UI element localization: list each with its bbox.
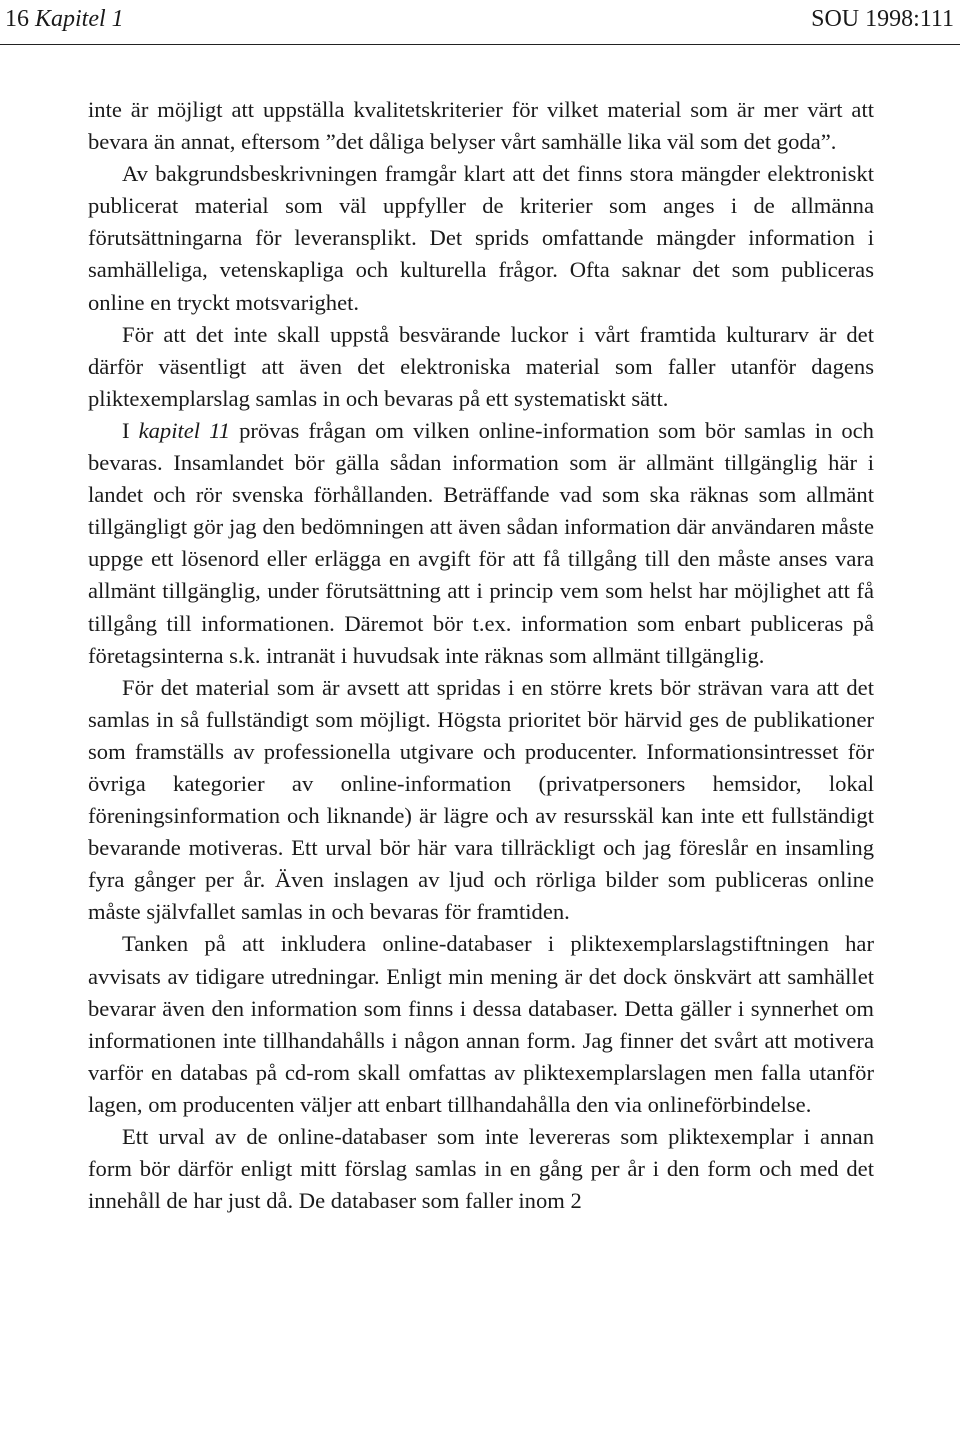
header-left (5, 4, 124, 34)
chapter-title: Kapitel 1 (35, 6, 124, 32)
paragraph-1: inte är möjligt att uppställa kvalitetskriterier för vilket material som är mer värt att bevara än annat, eftersom ”det dåliga belyser vårt samhälle lika väl som det goda”. (88, 97, 874, 155)
paragraph-6: Tanken på att inkludera online-databaser i pliktexemplarslagstiftningen har avvisats av tidigare utredningar. Enligt min mening är det dock önskvärt att samhället bevarar även den information som finns i dessa databaser. Detta gäller i synnerhet om informationen inte tillhandahålls i någon annan form. Jag finner det svårt att motivera varför en databas på cd-rom skall omfattas av pliktexemplarslagen men falla utanför lagen, om producenten väljer att enbart tillhandahålla den via onlineförbindelse. (88, 931, 874, 1117)
chapter-reference: kapitel 11 (138, 417, 231, 443)
paragraph-7: Ett urval av de online-databaser som inte levereras som pliktexemplar i annan form bör därför enligt mitt förslag samlas in en gång per år i den form och med det innehåll de har just då. De databaser som faller inom 2 (88, 1124, 874, 1214)
paragraph-3: För att det inte skall uppstå besvärande luckor i vårt framtida kulturarv är det därför väsentligt att även det elektroniska material som faller utanför dagens pliktexemplarslag samlas in och bevaras på ett systematiskt sätt. (88, 321, 874, 411)
paragraph-4-prefix: I (122, 417, 139, 443)
paragraph-4 (88, 415, 874, 672)
page-number: 16 (5, 6, 29, 32)
body-text (88, 94, 874, 1217)
document-id: SOU 1998:111 (811, 6, 954, 32)
paragraph-4-rest: prövas frågan om vilken online-information som bör samlas in och bevaras. Insamlandet bör gälla sådan information som är allmänt tillgänglig här i landet och rör svenska förhållanden. Beträffande vad som ska räknas som allmänt tillgängligt gör jag den bedömningen att även sådan information där användaren måste uppge ett lösenord eller erlägga en avgift för att få tillgång till den måste anses vara allmänt tillgänglig, under förutsättning att i princip vem som helst har möjlighet att få tillgång till informationen. Däremot bör t.ex. information som enbart publiceras på företagsinterna s.k. intranät i huvudsak inte räknas som allmänt tillgänglig. (88, 417, 874, 668)
header-divider (0, 44, 960, 45)
page-header (0, 0, 960, 46)
paragraph-2: Av bakgrundsbeskrivningen framgår klart att det finns stora mängder elektroniskt publicerat material som väl uppfyller de kriterier som anges i de allmänna förutsättningarna för leveransplikt. Det sprids omfattande mängder information i samhälleliga, vetenskapliga och kulturella frågor. Ofta saknar det som publiceras online en tryckt motsvarighet. (88, 161, 874, 315)
paragraph-5: För det material som är avsett att spridas i en större krets bör strävan vara att det samlas in så fullständigt som möjligt. Högsta prioritet bör härvid ges de publikationer som framställs av professionella utgivare och producenter. Informationsintresset för övriga kategorier av online-information (privatpersoners hemsidor, lokal föreningsinformation och liknande) är lägre och av resursskäl kan inte ett fullständigt bevarande motiveras. Ett urval bör här vara tillräckligt och jag föreslår en insamling fyra gånger per år. Även inslagen av ljud och rörliga bilder som publiceras online måste självfallet samlas in och bevaras för framtiden. (88, 674, 874, 925)
